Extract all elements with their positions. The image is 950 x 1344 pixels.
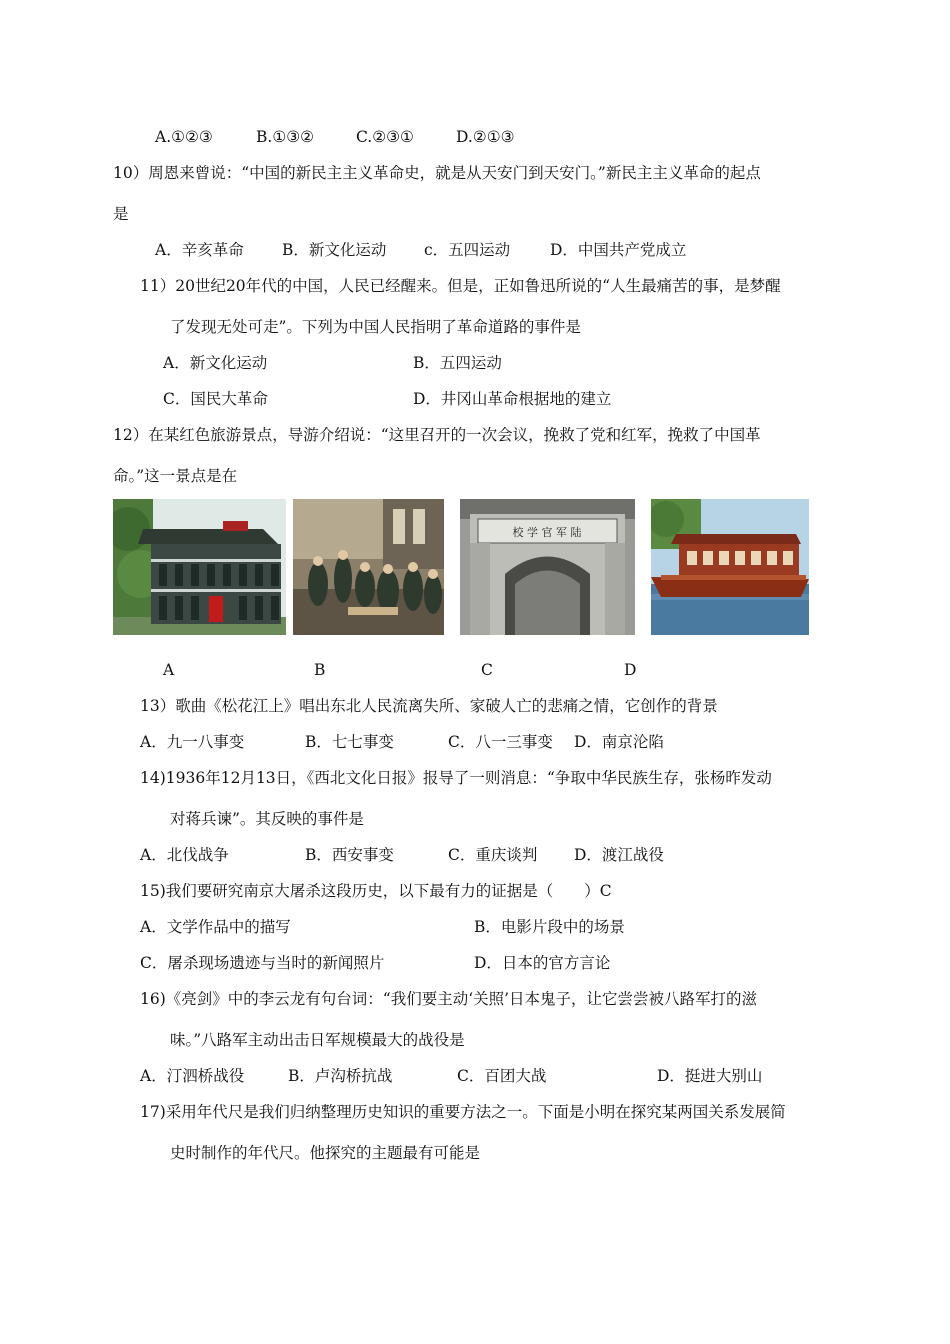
q11-stem: 11）20世纪20年代的中国，人民已经醒来。但是，正如鲁迅所说的“人生最痛苦的事，是梦醒: [140, 277, 781, 295]
q10-stem: 10）周恩来曾说：“中国的新民主主义革命史，就是从天安门到天安门。”新民主主义革命的起点: [113, 164, 761, 182]
q13-option-a: A．九一八事变: [140, 733, 245, 751]
q15-option-c: C．屠杀现场遗迹与当时的新闻照片: [140, 954, 385, 972]
q15-stem: 15)我们要研究南京大屠杀这段历史，以下最有力的证据是（ ）C: [140, 882, 612, 900]
photo-c-academy-gate: [460, 499, 635, 635]
q13-option-d: D．南京沦陷: [574, 733, 664, 751]
q14-stem-cont: 对蒋兵谏”。其反映的事件是: [170, 810, 364, 828]
photo-a-building: [113, 499, 286, 635]
q10-stem-cont: 是: [113, 205, 129, 223]
q14-option-d: D．渡江战役: [574, 846, 664, 864]
q15-option-b: B．电影片段中的场景: [474, 918, 625, 936]
q9-option-d: D.②①③: [456, 128, 515, 146]
q16-option-d: D．挺进大别山: [657, 1067, 763, 1085]
photo-b-caption: B: [314, 661, 326, 679]
gate-sign-text: 校 学 官 军 陆: [512, 526, 582, 539]
photo-d-caption: D: [624, 661, 637, 679]
q14-option-b: B．西安事变: [305, 846, 394, 864]
q12-stem-cont: 命。”这一景点是在: [113, 467, 238, 485]
q15-option-a: A．文学作品中的描写: [140, 918, 291, 936]
q14-option-c: C．重庆谈判: [448, 846, 538, 864]
q11-option-c: C．国民大革命: [163, 390, 268, 408]
q10-option-b: B．新文化运动: [282, 241, 387, 259]
q16-option-a: A．汀泗桥战役: [140, 1067, 245, 1085]
q16-option-b: B．卢沟桥抗战: [288, 1067, 393, 1085]
photo-c-caption: C: [481, 661, 493, 679]
q10-option-a: A．辛亥革命: [155, 241, 244, 259]
q11-stem-cont: 了发现无处可走”。下列为中国人民指明了革命道路的事件是: [170, 318, 581, 336]
photo-a-caption: A: [163, 661, 175, 679]
q15-option-d: D．日本的官方言论: [474, 954, 611, 972]
q9-option-a: A.①②③: [155, 128, 213, 146]
q11-option-a: A．新文化运动: [163, 354, 268, 372]
q17-stem: 17)采用年代尺是我们归纳整理历史知识的重要方法之一。下面是小明在探究某两国关系发展简: [140, 1103, 786, 1121]
q11-option-d: D．井冈山革命根据地的建立: [413, 390, 612, 408]
q10-option-d: D．中国共产党成立: [550, 241, 687, 259]
q11-option-b: B．五四运动: [413, 354, 502, 372]
q12-stem: 12）在某红色旅游景点，导游介绍说：“这里召开的一次会议，挽救了党和红军，挽救了中国革: [113, 426, 761, 444]
q10-option-c: c．五四运动: [424, 241, 511, 259]
q9-option-b: B.①③②: [256, 128, 315, 146]
q14-option-a: A．北伐战争: [140, 846, 229, 864]
q16-option-c: C．百团大战: [457, 1067, 547, 1085]
q17-stem-cont: 史时制作的年代尺。他探究的主题最有可能是: [170, 1144, 481, 1162]
q9-option-c: C.②③①: [356, 128, 414, 146]
q14-stem: 14)1936年12月13日，《西北文化日报》报导了一则消息：“争取中华民族生存，张杨昨发动: [140, 769, 772, 787]
photo-b-meeting-painting: [293, 499, 444, 635]
q13-option-c: C．八一三事变: [448, 733, 553, 751]
q16-stem-cont: 味。”八路军主动出击日军规模最大的战役是: [170, 1031, 465, 1049]
q13-option-b: B．七七事变: [305, 733, 394, 751]
q13-stem: 13）歌曲《松花江上》唱出东北人民流离失所、家破人亡的悲痛之情，它创作的背景: [140, 697, 718, 715]
photo-d-red-boat: [651, 499, 809, 635]
q16-stem: 16)《亮剑》中的李云龙有句台词：“我们要主动‘关照’日本鬼子，让它尝尝被八路军打的滋: [140, 990, 758, 1008]
